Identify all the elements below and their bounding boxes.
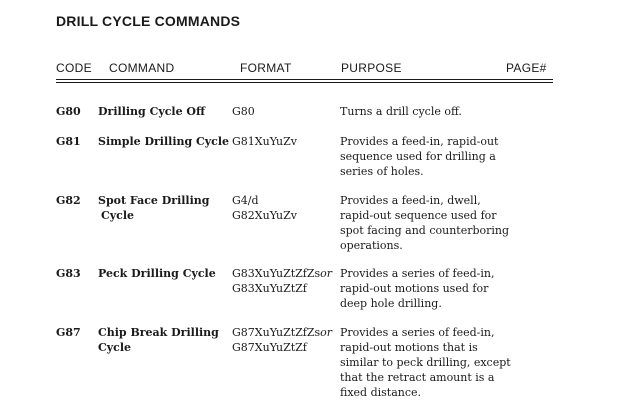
- row-g80-command: [98, 104, 230, 119]
- command-line: Simple Drilling Cycle: [98, 135, 230, 148]
- row-g81-purpose: [340, 134, 530, 179]
- row-g87-code: G87: [56, 326, 81, 339]
- format-line-with-or: [232, 266, 340, 281]
- row-g80-format: [232, 104, 340, 119]
- row-g81-code: G81: [56, 135, 81, 148]
- purpose-line: spot facing and counterboring: [340, 224, 510, 237]
- row-g82-command: [98, 193, 230, 223]
- format-line: G4/d: [232, 194, 259, 207]
- command-line: Cycle: [98, 341, 132, 354]
- purpose-line: rapid-out motions that is: [340, 341, 478, 354]
- header-page: PAGE#: [506, 61, 547, 75]
- header-command: COMMAND: [109, 61, 175, 75]
- row-g87-command: [98, 325, 230, 355]
- purpose-line: Turns a drill cycle off.: [340, 105, 462, 118]
- purpose-line: Provides a feed-in, rapid-out: [340, 135, 499, 148]
- purpose-line: fixed distance.: [340, 386, 422, 399]
- command-line: Chip Break Drilling: [98, 326, 219, 339]
- row-g83-format: [232, 266, 340, 296]
- purpose-line: operations.: [340, 239, 403, 252]
- format-or: or: [320, 267, 333, 280]
- header-rule-top: [56, 79, 553, 80]
- row-g82-code: G82: [56, 194, 81, 207]
- purpose-line: Provides a series of feed-in,: [340, 326, 495, 339]
- header-purpose: PURPOSE: [341, 61, 402, 75]
- command-line: Spot Face Drilling: [98, 194, 210, 207]
- page-title: DRILL CYCLE COMMANDS: [56, 13, 241, 29]
- row-g83-code: G83: [56, 267, 81, 280]
- row-g80-code: G80: [56, 105, 81, 118]
- format-line: G83XuYuZtZf: [232, 282, 307, 295]
- header-rule-bottom: [56, 82, 553, 83]
- purpose-line: deep hole drilling.: [340, 297, 442, 310]
- command-line: Drilling Cycle Off: [98, 105, 206, 118]
- row-g82-format: [232, 193, 340, 223]
- command-line: Cycle: [101, 209, 135, 222]
- purpose-line: similar to peck drilling, except: [340, 356, 511, 369]
- purpose-line: that the retract amount is a: [340, 371, 495, 384]
- format-line: G81XuYuZv: [232, 135, 297, 148]
- purpose-line: Provides a series of feed-in,: [340, 267, 495, 280]
- purpose-line: rapid-out motions used for: [340, 282, 489, 295]
- purpose-line: series of holes.: [340, 165, 424, 178]
- row-g83-command: [98, 266, 230, 281]
- row-g83-purpose: [340, 266, 530, 311]
- command-line: Peck Drilling Cycle: [98, 267, 216, 280]
- format-or: or: [320, 326, 333, 339]
- format-text: G87XuYuZtZfZs: [232, 326, 321, 339]
- purpose-line: Provides a feed-in, dwell,: [340, 194, 481, 207]
- format-line: G87XuYuZtZf: [232, 341, 307, 354]
- format-line: G82XuYuZv: [232, 209, 297, 222]
- purpose-line: rapid-out sequence used for: [340, 209, 497, 222]
- row-g82-purpose: [340, 193, 530, 253]
- format-text: G83XuYuZtZfZs: [232, 267, 321, 280]
- purpose-line: sequence used for drilling a: [340, 150, 496, 163]
- header-code: CODE: [56, 61, 92, 75]
- row-g87-purpose: [340, 325, 530, 400]
- row-g87-format: [232, 325, 340, 355]
- format-line: G80: [232, 105, 255, 118]
- format-line-with-or: [232, 325, 340, 340]
- row-g81-command: [98, 134, 230, 149]
- row-g80-purpose: [340, 104, 530, 119]
- row-g81-format: [232, 134, 340, 149]
- header-format: FORMAT: [240, 61, 292, 75]
